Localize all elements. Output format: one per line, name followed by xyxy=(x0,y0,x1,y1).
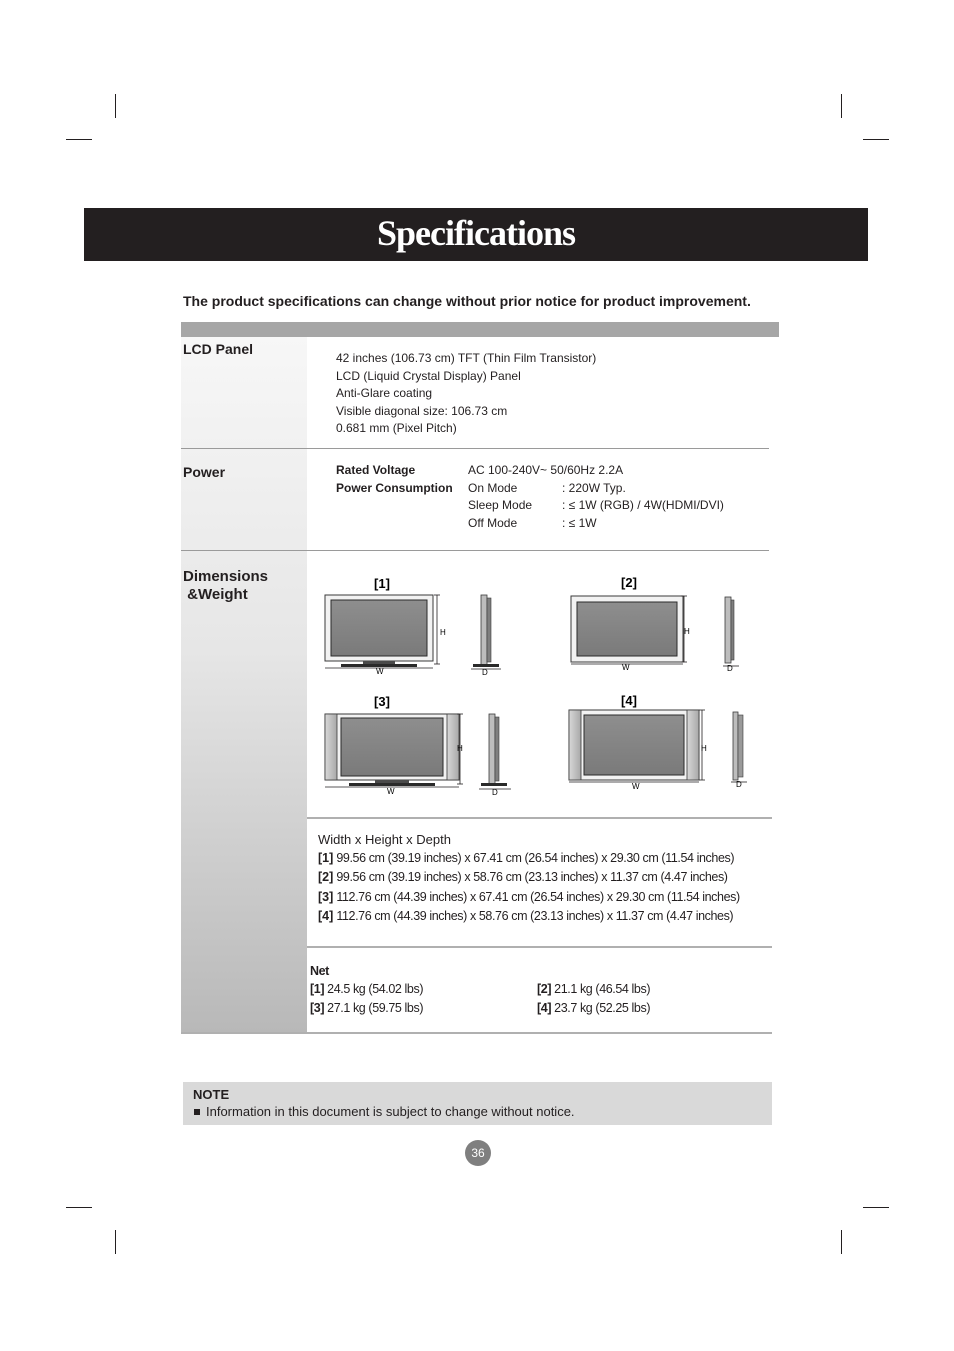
w-dim-label: W xyxy=(387,787,395,796)
d-dim-label: D xyxy=(482,668,488,677)
dimensions-label: Dimensions xyxy=(183,568,269,585)
power-mode-name: Off Mode xyxy=(468,516,518,530)
crop-mark xyxy=(841,1230,842,1254)
power-label: Power xyxy=(183,464,226,480)
diagram-1 xyxy=(325,576,501,677)
d-dim-label: D xyxy=(492,788,498,797)
rated-voltage-label: Rated Voltage xyxy=(336,463,416,477)
weight-label: &Weight xyxy=(183,586,248,603)
table-bottom-rule xyxy=(181,1032,772,1034)
h-dim-label: H xyxy=(457,744,463,753)
label-column xyxy=(181,337,307,1034)
dimension-row: [4] 112.76 cm (44.39 inches) x 58.76 cm (23.13 inches) x 11.37 cm (4.47 inches) xyxy=(318,909,734,923)
h-dim-label: H xyxy=(684,627,690,636)
spec-notice: The product specifications can change without prior notice for product improvement. xyxy=(183,293,751,309)
weight-item: [4] 23.7 kg (52.25 lbs) xyxy=(537,1001,651,1015)
section-divider xyxy=(307,817,772,819)
d-dim-label: D xyxy=(736,780,742,789)
power-consumption-label: Power Consumption xyxy=(336,481,453,495)
note-text: Information in this document is subject to change without notice. xyxy=(206,1104,575,1119)
power-mode-name: Sleep Mode xyxy=(468,498,533,512)
dimension-row: [3] 112.76 cm (44.39 inches) x 67.41 cm (26.54 inches) x 29.30 cm (11.54 inches) xyxy=(318,890,740,904)
lcd-panel-line: Anti-Glare coating xyxy=(336,386,433,400)
dimension-row: [2] 99.56 cm (39.19 inches) x 58.76 cm (23.13 inches) x 11.37 cm (4.47 inches) xyxy=(318,870,728,884)
diagram-tag: [3] xyxy=(374,694,390,709)
note-title: NOTE xyxy=(193,1087,230,1102)
section-divider xyxy=(181,448,769,449)
dimension-row: [1] 99.56 cm (39.19 inches) x 67.41 cm (26.54 inches) x 29.30 cm (11.54 inches) xyxy=(318,851,735,865)
section-divider xyxy=(181,550,769,551)
lcd-panel-line: Visible diagonal size: 106.73 cm xyxy=(336,404,508,418)
lcd-panel-line: LCD (Liquid Crystal Display) Panel xyxy=(336,369,521,383)
diagram-tag: [2] xyxy=(621,575,637,590)
crop-mark xyxy=(115,94,116,118)
h-dim-label: H xyxy=(701,744,707,753)
diagram-4 xyxy=(569,693,747,791)
crop-mark xyxy=(66,1207,92,1208)
lcd-panel-line: 0.681 mm (Pixel Pitch) xyxy=(336,421,457,435)
power-mode-value: : ≤ 1W (RGB) / 4W(HDMI/DVI) xyxy=(562,498,724,512)
table-header-bar xyxy=(181,322,779,337)
dimension-diagrams xyxy=(307,560,777,810)
crop-mark xyxy=(841,94,842,118)
diagram-tag: [4] xyxy=(621,693,637,708)
crop-mark xyxy=(863,139,889,140)
power-mode-name: On Mode xyxy=(468,481,518,495)
w-dim-label: W xyxy=(632,782,640,791)
page-title: Specifications xyxy=(377,213,575,253)
crop-mark xyxy=(66,139,92,140)
w-dim-label: W xyxy=(622,663,630,672)
crop-mark xyxy=(863,1207,889,1208)
weight-item: [3] 27.1 kg (59.75 lbs) xyxy=(310,1001,424,1015)
weight-item: [1] 24.5 kg (54.02 lbs) xyxy=(310,982,424,996)
h-dim-label: H xyxy=(440,628,446,637)
d-dim-label: D xyxy=(727,664,733,673)
diagram-3 xyxy=(325,694,511,797)
page-number: 36 xyxy=(471,1146,485,1160)
section-divider xyxy=(307,946,772,948)
lcd-panel-line: 42 inches (106.73 cm) TFT (Thin Film Transistor) xyxy=(336,351,597,365)
crop-mark xyxy=(115,1230,116,1254)
lcd-panel-label: LCD Panel xyxy=(183,341,254,357)
w-dim-label: W xyxy=(376,667,384,676)
diagram-2 xyxy=(571,575,739,673)
bullet-icon xyxy=(194,1109,200,1115)
rated-voltage-value: AC 100-240V~ 50/60Hz 2.2A xyxy=(468,463,624,477)
dimensions-heading: Width x Height x Depth xyxy=(318,832,451,847)
diagram-tag: [1] xyxy=(374,576,390,591)
power-mode-value: : ≤ 1W xyxy=(562,516,597,530)
weight-item: [2] 21.1 kg (46.54 lbs) xyxy=(537,982,651,996)
weight-heading: Net xyxy=(310,964,329,978)
power-mode-value: : 220W Typ. xyxy=(562,481,626,495)
